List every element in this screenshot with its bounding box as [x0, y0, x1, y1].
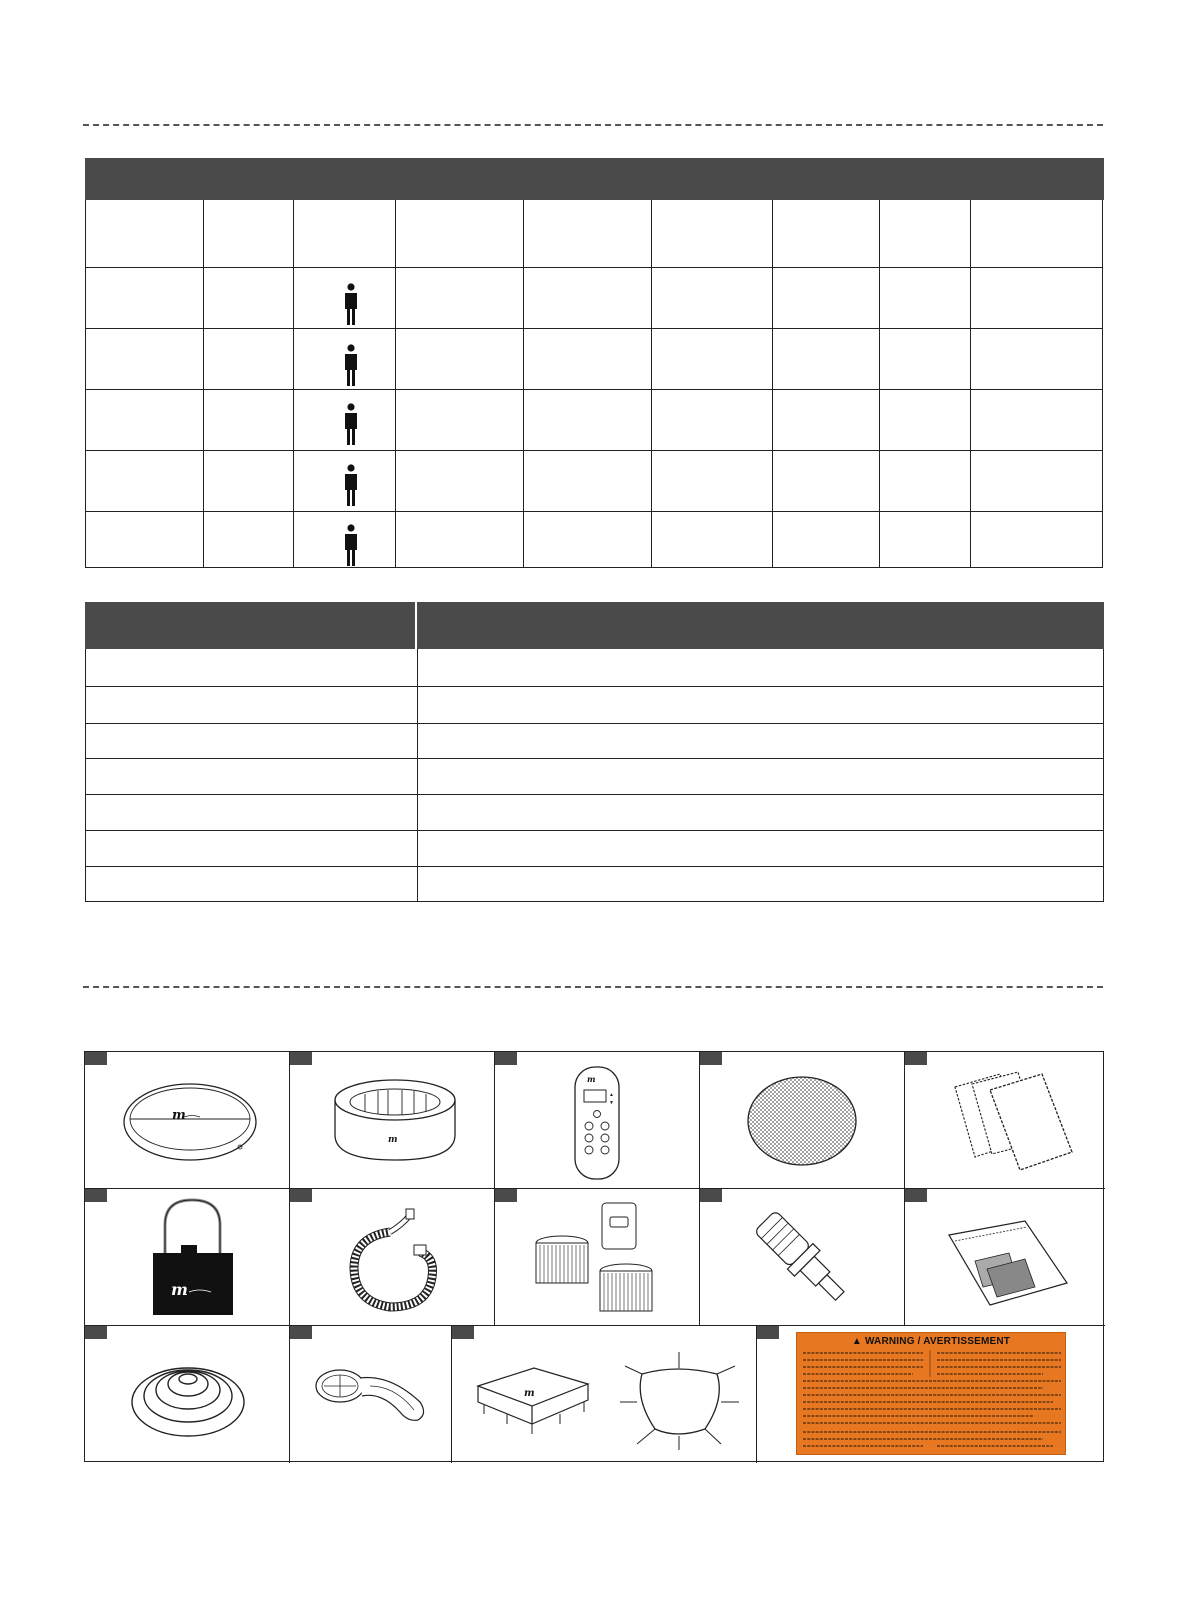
component-cell-drain-adapter: [700, 1189, 905, 1326]
info-table-header-left: [85, 602, 415, 649]
control-box-icon: [145, 1195, 240, 1320]
thermometer-icon: [310, 1356, 435, 1436]
svg-text:m: m: [587, 1074, 596, 1084]
spa-cover-icon: [120, 1077, 260, 1167]
component-cell-remote-control: [495, 1052, 700, 1189]
person-icon: [343, 524, 359, 568]
component-cell-control-box: [85, 1189, 290, 1326]
filter-cartridges-icon: [530, 1199, 670, 1321]
floating-dispenser-icon: [130, 1352, 250, 1440]
spa-tub-icon: [330, 1072, 460, 1172]
component-cell-floor-tiles: [905, 1052, 1105, 1189]
svg-text:m: m: [524, 1388, 535, 1399]
component-cell-repair-kit: [905, 1189, 1105, 1326]
warning-label: [796, 1332, 1066, 1455]
person-icon: [343, 464, 359, 508]
inflation-hose-icon: [340, 1207, 450, 1319]
person-icon: [343, 403, 359, 447]
svg-text:m: m: [388, 1135, 398, 1145]
floor-tiles-icon: [950, 1062, 1080, 1184]
remote-control-icon: [570, 1064, 630, 1184]
info-table-header-right: [417, 602, 1104, 649]
component-cell-ground-mat: [700, 1052, 905, 1189]
component-cell-filter-cartridges: [495, 1189, 700, 1326]
person-icon: [343, 283, 359, 327]
component-cell-floating-dispenser: [85, 1326, 290, 1463]
warning-label-text-lines: [803, 1350, 1061, 1451]
person-icon: [343, 344, 359, 388]
warning-label-title: ▲ WARNING / AVERTISSEMENT: [851, 1336, 1011, 1347]
spec-table: [85, 200, 1103, 568]
component-cell-inflation-hose: [290, 1189, 495, 1326]
component-cell-spa-tub: [290, 1052, 495, 1189]
drain-adapter-icon: [735, 1204, 870, 1319]
spec-table-header: [85, 158, 1104, 200]
spa-cover-box-icon: [472, 1354, 592, 1449]
svg-text:m: m: [171, 1280, 188, 1299]
component-cell-thermometer: [290, 1326, 452, 1463]
info-table: [85, 649, 1104, 902]
repair-patch-kit-icon: [945, 1217, 1070, 1312]
section-divider-top: [83, 124, 1103, 126]
svg-text:m: m: [172, 1108, 186, 1123]
ground-mat-icon: [745, 1074, 860, 1169]
component-cell-spa-cover: [85, 1052, 290, 1189]
svg-text:▼: ▼: [609, 1100, 614, 1106]
svg-text:▲: ▲: [609, 1092, 614, 1098]
cover-strap-icon: [617, 1344, 742, 1454]
component-cell-cover-and-strap: [452, 1326, 757, 1463]
section-divider-middle: [83, 986, 1103, 988]
